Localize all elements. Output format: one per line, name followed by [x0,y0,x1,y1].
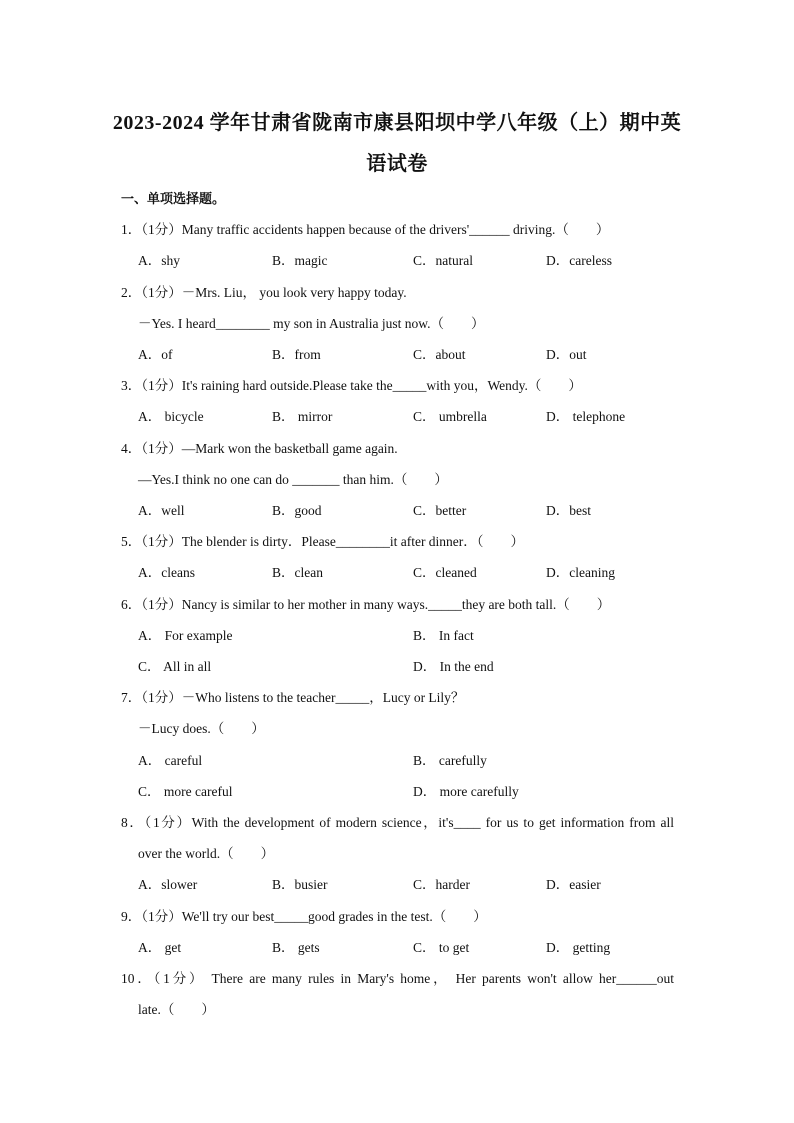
question-4-option-d: D．best [546,503,591,518]
question-7-option-d: D． more carefully [413,784,519,799]
question-7-text-continued: －Lucy does.（ ） [138,721,265,736]
question-6-option-c: C． All in all [138,659,212,674]
question-8-option-d: D．easier [546,877,601,892]
question-2-option-c: C．about [413,347,466,362]
question-10-text: 10．（1分） There are many rules in Mary's home， Her parents won't allow her______out [121,971,674,986]
question-5-option-b: B．clean [272,565,323,580]
question-4-text: 4．（1分）—Mark won the basketball game again. [121,441,398,456]
question-8-option-a: A．slower [138,877,198,892]
question-2-option-d: D．out [546,347,587,362]
question-1-option-b: B．magic [272,253,328,268]
question-3-option-d: D． telephone [546,409,626,424]
question-9-text: 9．（1分）We'll try our best_____good grades in the test.（ ） [121,909,487,924]
question-7-option-a: A． careful [138,753,203,768]
section-heading: 一、单项选择题。 [121,191,226,206]
question-2-option-a: A．of [138,347,173,362]
question-6-option-d: D． In the end [413,659,494,674]
question-9-option-d: D． getting [546,940,611,955]
question-4-option-b: B．good [272,503,322,518]
question-5-option-d: D．cleaning [546,565,615,580]
question-1-option-a: A．shy [138,253,181,268]
question-6-option-b: B． In fact [413,628,474,643]
question-6-text: 6．（1分）Nancy is similar to her mother in many ways._____they are both tall.（ ） [121,597,611,612]
question-6-option-a: A． For example [138,628,233,643]
question-4-option-c: C．better [413,503,467,518]
question-3-text: 3．（1分）It's raining hard outside.Please take the_____with you，Wendy.（ ） [121,378,582,393]
question-5-option-c: C．cleaned [413,565,477,580]
question-1-option-d: D．careless [546,253,612,268]
question-2-option-b: B．from [272,347,321,362]
question-2-text: 2．（1分）－Mrs. Liu， you look very happy today. [121,285,407,300]
question-8-option-c: C．harder [413,877,470,892]
question-5-text: 5．（1分）The blender is dirty．Please________it after dinner．（ ） [121,534,525,549]
question-5-option-a: A．cleans [138,565,195,580]
question-7-text: 7．（1分）－Who listens to the teacher_____，Lucy or Lily？ [121,690,465,705]
question-1-option-c: C．natural [413,253,473,268]
question-2-text-continued: －Yes. I heard________ my son in Australia just now.（ ） [138,316,485,331]
question-8-text-continued: over the world.（ ） [138,846,275,861]
question-3-option-a: A． bicycle [138,409,204,424]
question-8-option-b: B．busier [272,877,328,892]
question-8-text: 8．（1分）With the development of modern science，it's____ for us to get information from all [121,815,674,830]
question-4-option-a: A．well [138,503,185,518]
question-3-option-b: B． mirror [272,409,333,424]
question-4-text-continued: —Yes.I think no one can do _______ than him.（ ） [138,472,448,487]
question-10-text-continued: late.（ ） [138,1002,215,1017]
question-3-option-c: C． umbrella [413,409,487,424]
exam-title-line1: 2023-2024 学年甘肃省陇南市康县阳坝中学八年级（上）期中英 [112,112,682,134]
exam-title-line2: 语试卷 [366,153,428,175]
question-7-option-c: C． more careful [138,784,233,799]
question-9-option-b: B． gets [272,940,320,955]
question-1-text: 1．（1分）Many traffic accidents happen because of the drivers'______ driving.（ ） [121,222,610,237]
question-9-option-c: C． to get [413,940,470,955]
question-9-option-a: A． get [138,940,182,955]
question-7-option-b: B． carefully [413,753,487,768]
